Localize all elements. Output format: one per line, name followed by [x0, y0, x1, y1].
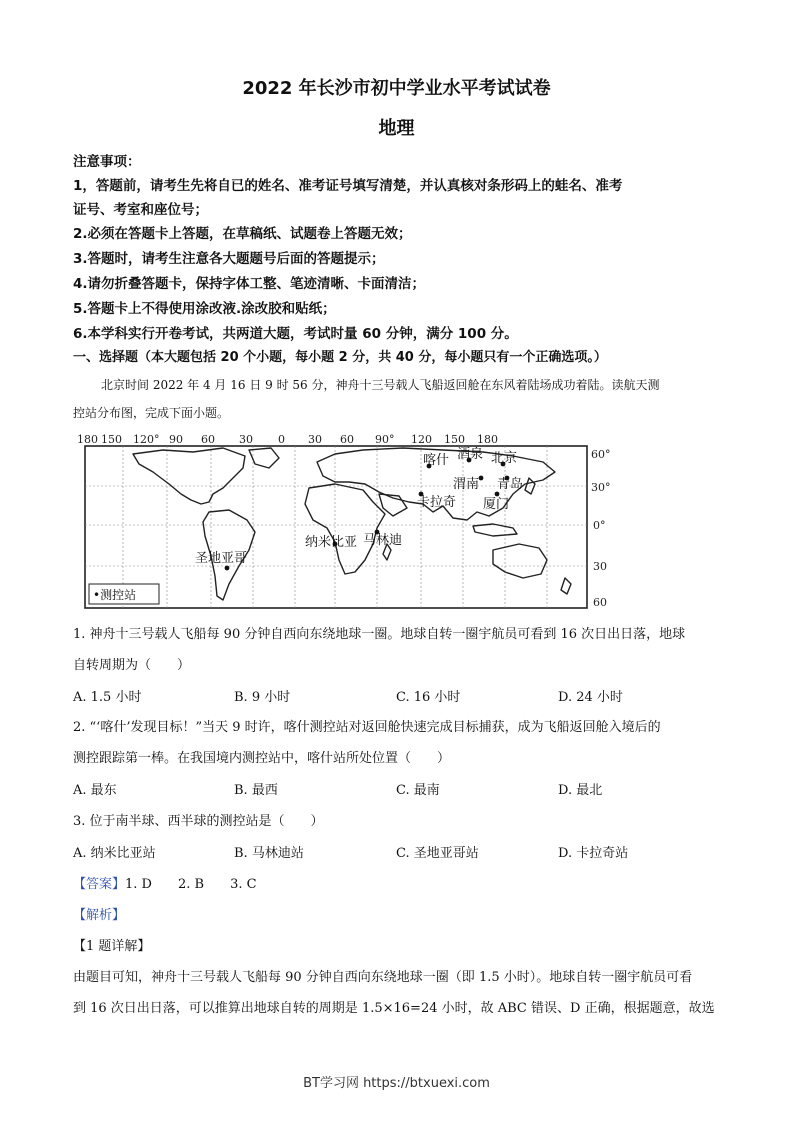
note-item: 6.本学科实行开卷考试，共两道大题，考试时量 60 分钟，满分 100 分。 [73, 326, 518, 342]
tick-label: 0 [278, 433, 285, 446]
tick-label: 120 [411, 433, 432, 446]
station-dot-weinan [479, 476, 484, 481]
question-1-option-b: B. 9 小时 [234, 690, 291, 705]
tick-label: 150 [101, 433, 122, 446]
question-1-stem: 1. 神舟十三号载人飞船每 90 分钟自西向东绕地球一圈。地球自转一圈宇航员可看到 16 次日出日落，地球 [73, 627, 686, 642]
note-item: 5.答题卡上不得使用涂改液.涂改胶和贴纸； [73, 301, 336, 317]
new-zealand-outline [561, 578, 571, 594]
station-label: 厦门 [483, 497, 510, 512]
intro-text: 北京时间 2022 年 4 月 16 日 9 时 56 分，神舟十三号载人飞船返回舱在东风着陆场成功着陆。读航天测 [101, 378, 660, 392]
station-label: 渭南 [453, 477, 480, 492]
station-label: 纳米比亚 [305, 535, 358, 550]
graticule [85, 446, 587, 608]
indonesia-outline [473, 524, 517, 536]
notes-heading: 注意事项： [73, 154, 141, 170]
tick-label: 60 [593, 596, 607, 609]
question-2-option-d: D. 最北 [558, 783, 603, 798]
africa-outline [305, 484, 385, 574]
tick-label: 90° [375, 433, 395, 446]
tick-label: 30 [593, 560, 607, 573]
tick-label: 150 [444, 433, 465, 446]
tick-label: 30° [591, 481, 611, 494]
question-1-stem: 自转周期为（ ） [73, 658, 191, 673]
question-3-option-d: D. 卡拉奇站 [558, 846, 629, 861]
detail-text: 由题目可知，神舟十三号载人飞船每 90 分钟自西向东绕地球一圈（即 1.5 小时）。地球自转一圈宇航员可看 [73, 970, 693, 985]
tick-label: 60 [201, 433, 215, 446]
greenland-outline [249, 448, 279, 468]
question-3-option-b: B. 马林迪站 [234, 846, 304, 861]
station-label: 马林迪 [363, 533, 403, 548]
station-label: 酒泉 [457, 447, 484, 462]
question-3-stem: 3. 位于南半球、西半球的测控站是（ ） [73, 814, 324, 829]
answer-text: 1. D 2. B 3. C [125, 877, 257, 892]
page-footer[interactable]: BT学习网 https://btxuexi.com [303, 1076, 490, 1091]
intro-text: 控站分布图，完成下面小题。 [73, 406, 230, 420]
australia-outline [493, 544, 547, 578]
note-item: 3.答题时，请考生注意各大题题号后面的答题提示； [73, 251, 385, 267]
tick-label: 180 [77, 433, 98, 446]
question-2-option-c: C. 最南 [396, 783, 440, 798]
station-dot-xiamen [495, 492, 500, 497]
note-item: 4.请勿折叠答题卡，保持字体工整、笔迹清晰、卡面清洁； [73, 276, 426, 292]
tick-label: 0° [593, 519, 606, 532]
station-label: 喀什 [423, 453, 450, 468]
question-1-option-c: C. 16 小时 [396, 690, 461, 705]
exam-title: 2022 年长沙市初中学业水平考试试卷 [242, 78, 551, 99]
note-item: 2.必须在答题卡上答题，在草稿纸、试题卷上答题无效； [73, 226, 412, 242]
tick-label: 30 [239, 433, 253, 446]
station-label: 卡拉奇 [417, 495, 457, 510]
detail-label: 【1 题详解】 [73, 939, 151, 954]
section-heading: 一、选择题（本大题包括 20 个小题，每小题 2 分，共 40 分，每小题只有一个正确选项。） [73, 350, 607, 365]
tracking-station-map [73, 432, 615, 610]
answer-row [73, 873, 257, 892]
detail-text: 到 16 次日出日落，可以推算出地球自转的周期是 1.5×16=24 小时，故 ABC 错误、D 正确，根据题意，故选 [73, 1001, 715, 1016]
note-item: 证号、考室和座位号； [73, 202, 208, 218]
station-label: 北京 [491, 451, 518, 466]
tick-label: 30 [308, 433, 322, 446]
tick-label: 60° [591, 448, 611, 461]
subject-title: 地理 [378, 118, 415, 139]
answer-label: 【答案】 [73, 877, 126, 892]
station-dot-santiago [225, 566, 230, 571]
station-label: 青岛 [497, 477, 524, 492]
tick-label: 180 [477, 433, 498, 446]
tick-label: 120° [133, 433, 160, 446]
question-1-option-d: D. 24 小时 [558, 690, 623, 705]
analysis-label: 【解析】 [73, 908, 126, 923]
north-america-outline [133, 448, 245, 504]
note-item: 1，答题前，请考生先将自已的姓名、准考证号填写清楚，并认真核对条形码上的蛙名、准考 [73, 178, 623, 194]
tick-label: 60 [340, 433, 354, 446]
tick-label: 90 [169, 433, 183, 446]
map-frame [85, 446, 587, 608]
question-2-stem: 测控跟踪第一棒。在我国境内测控站中，喀什站所处位置（ ） [73, 751, 451, 766]
question-2-option-b: B. 最西 [234, 783, 278, 798]
question-1-option-a: A. 1.5 小时 [73, 690, 142, 705]
question-2-option-a: A. 最东 [73, 783, 117, 798]
legend-label: •测控站 [93, 588, 137, 602]
question-3-option-a: A. 纳米比亚站 [73, 846, 156, 861]
question-2-stem: 2. “‘喀什’发现目标！”当天 9 时许，喀什测控站对返回舱快速完成目标捕获，成为飞船返回舱入境后的 [73, 720, 661, 735]
station-label: 圣地亚哥 [195, 551, 248, 566]
question-3-option-c: C. 圣地亚哥站 [396, 846, 479, 861]
